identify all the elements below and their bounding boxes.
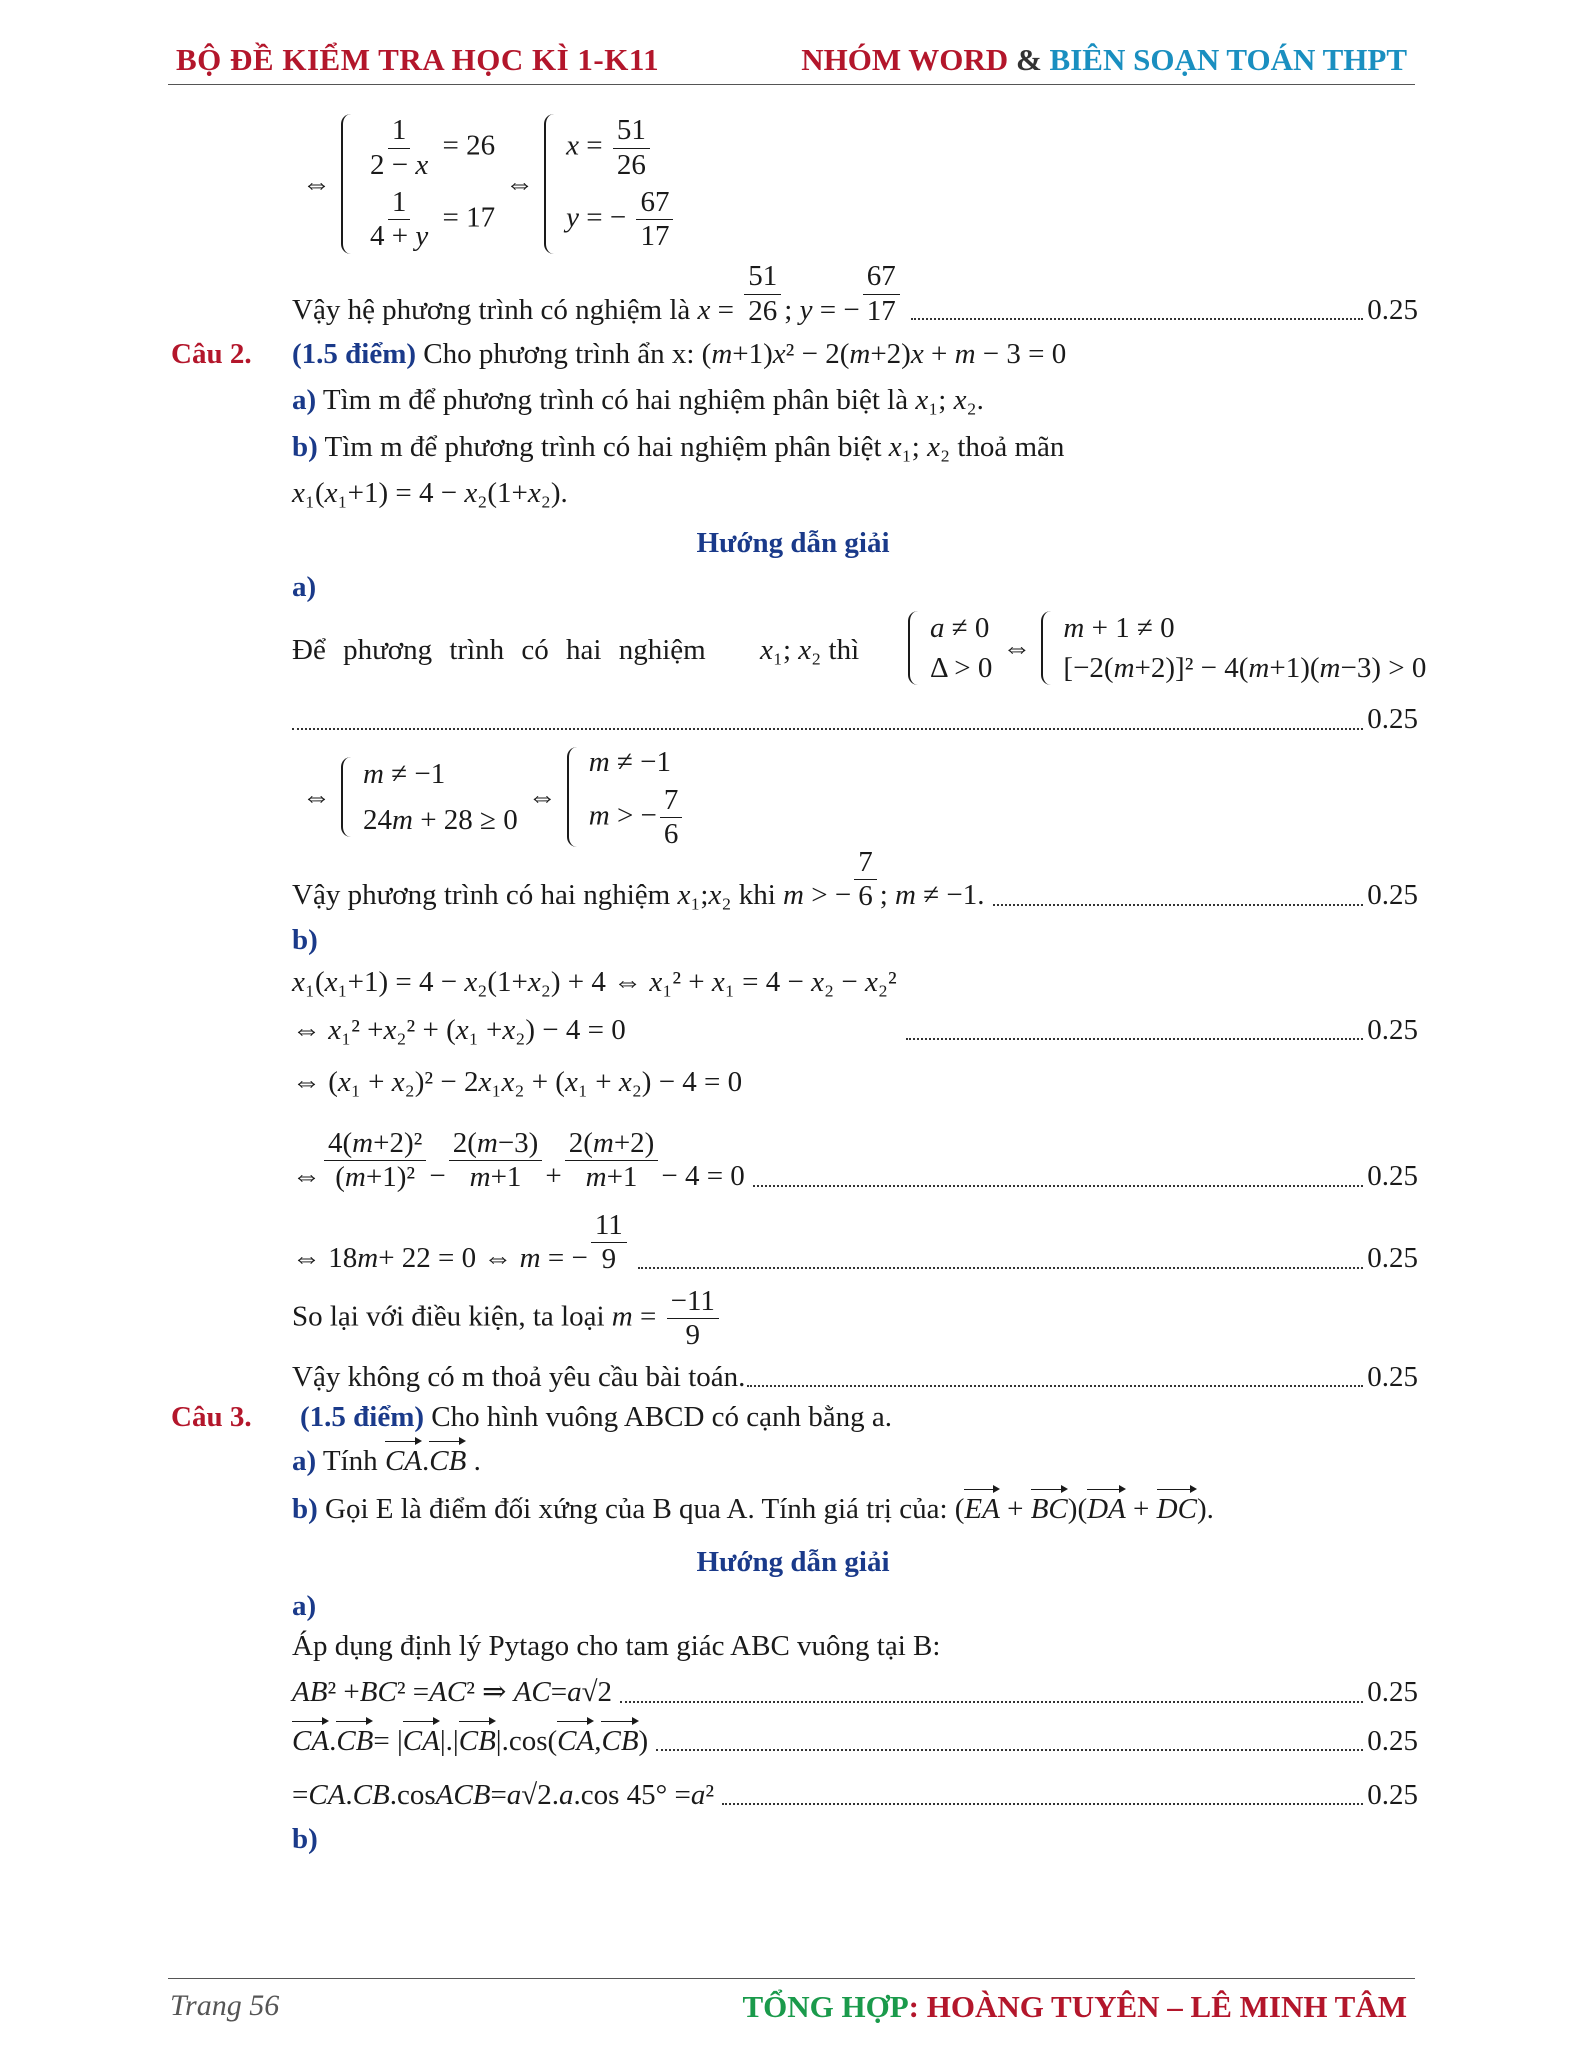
header-right-title: NHÓM WORD & BIÊN SOẠN TOÁN THPT xyxy=(801,42,1407,77)
q2-guide-heading: Hướng dẫn giải xyxy=(696,527,890,559)
q3-guide-heading: Hướng dẫn giải xyxy=(696,1545,890,1578)
q2-sol-b-step5: ⇔ 18 m + 22 = 0 ⇔ m = − $\frac{11}{9}$ 0.25 xyxy=(292,1208,1418,1276)
q2-b-condition: x₁(x₁+1) = 4 − x₂(1+x₂). xyxy=(292,476,568,509)
page-header xyxy=(168,42,1415,85)
q2-sol-b-step4: ⇔ $\frac{\text{4(m+2)²}}{\text{(m+1)²}}$ − $\frac{2(m-3)}{m+1}$ + $\frac{2(m+2)}{m+1}$ − 4 = 0 0.25 xyxy=(292,1126,1418,1194)
q1-conclusion: Vậy hệ phương trình có nghiệm là x = $\frac{51}{26}$ ; y = − $\frac{67}{17}$ 0.25 xyxy=(292,260,1418,327)
q2-b: b) Tìm m để phương trình có hai nghiệm phân biệt x₁; x₂ thoả mãn xyxy=(292,430,1065,463)
q3-sol-a-pytago: Áp dụng định lý Pytago cho tam giác ABC vuông tại B: xyxy=(292,1630,941,1662)
page-content xyxy=(168,106,1427,1857)
q2-sol-a-score1: 0.25 xyxy=(168,698,1418,738)
q1-system: ⇔ $\frac{1}{2 - x}$ = 26 $\frac{1}{4 + y}$ = 17 ⇔ x = $\frac{51}{26}$ y = − $\frac{67}{17}$ xyxy=(168,106,1418,266)
q2-sol-a-conclusion: Vậy phương trình có hai nghiệm x ₁; x ₂ khi m > − $\frac{7}{6}$ ; m ≠ −1. 0.25 xyxy=(292,845,1418,913)
footer-authors: TỔNG HỢP: HOÀNG TUYÊN – LÊ MINH TÂM xyxy=(742,1989,1407,2024)
q2-sol-b-label: b) xyxy=(292,923,318,956)
q3-b: b) Gọi E là điểm đối xứng của B qua A. Tính giá trị của: (EA + BC)(DA + DC). xyxy=(168,1491,1418,1527)
q2-a: a) Tìm m để phương trình có hai nghiệm phân biệt là x₁; x₂. xyxy=(292,384,984,417)
q2-sol-b-compare: So lại với điều kiện, ta loại m = $\frac{-11}{9}$ xyxy=(168,1285,1418,1353)
q2-sol-b-final: Vậy không có m thoả yêu cầu bài toán. 0.25 xyxy=(292,1360,1418,1393)
q2-stem: Câu 2. (1.5 điểm) Cho phương trình ẩn x: (m+1)x² − 2(m+2)x + m − 3 = 0 xyxy=(171,338,1067,370)
q3-sol-a-step1: AB ² + BC ² = AC ² ⇒ AC = a √2 0.25 xyxy=(292,1676,1418,1709)
q3-stem: Câu 3. (1.5 điểm) Cho hình vuông ABCD có cạnh bằng a. xyxy=(171,1400,893,1433)
q2-sol-b-step3: ⇔ (x₁ + x₂)² − 2x₁x₂ + (x₁ + x₂) − 4 = 0 xyxy=(292,1066,743,1099)
q3-sol-a-step3: = CA . CB .cos ACB = a √2. a .cos 45° = a ² 0.25 xyxy=(292,1778,1418,1811)
header-left-title: BỘ ĐỀ KIỂM TRA HỌC KÌ 1-K11 xyxy=(176,42,660,77)
q3-sol-a-label: a) xyxy=(292,1589,317,1622)
q2-sol-b-step2: ⇔ x ₁² + x ₂² + ( x ₁ + x ₂) − 4 = 0 0.25 xyxy=(292,1014,1418,1046)
q2-sol-b-step1: x₁(x₁+1) = 4 − x₂(1+x₂) + 4 ⇔ x₁² + x₁ = 4 − x₂ − x₂² xyxy=(292,965,897,998)
q3-a: a) Tính CA.CB . xyxy=(168,1443,1418,1479)
q2-sol-a-label: a) xyxy=(292,571,317,604)
q3-sol-b-label: b) xyxy=(292,1823,318,1855)
page-footer xyxy=(168,1978,1415,2029)
q2-sol-a-system2: ⇔ m ≠ −1 24m + 28 ≥ 0 ⇔ m ≠ −1 m > − $\frac{7}{6}$ xyxy=(168,738,1418,848)
q2-sol-a-condition: Để phương trình có hai nghiệm x₁; x₂ thì a ≠ 0 Δ > 0 ⇔ m + 1 ≠ 0 [−2(m+2)]² − 4(m+1)(m−3) > 0 xyxy=(292,611,1427,684)
q3-sol-a-step2: CA . CB = | CA |.| CB |.cos( CA , CB ) 0.25 xyxy=(168,1723,1418,1759)
page-number: Trang 56 xyxy=(170,1989,280,2022)
